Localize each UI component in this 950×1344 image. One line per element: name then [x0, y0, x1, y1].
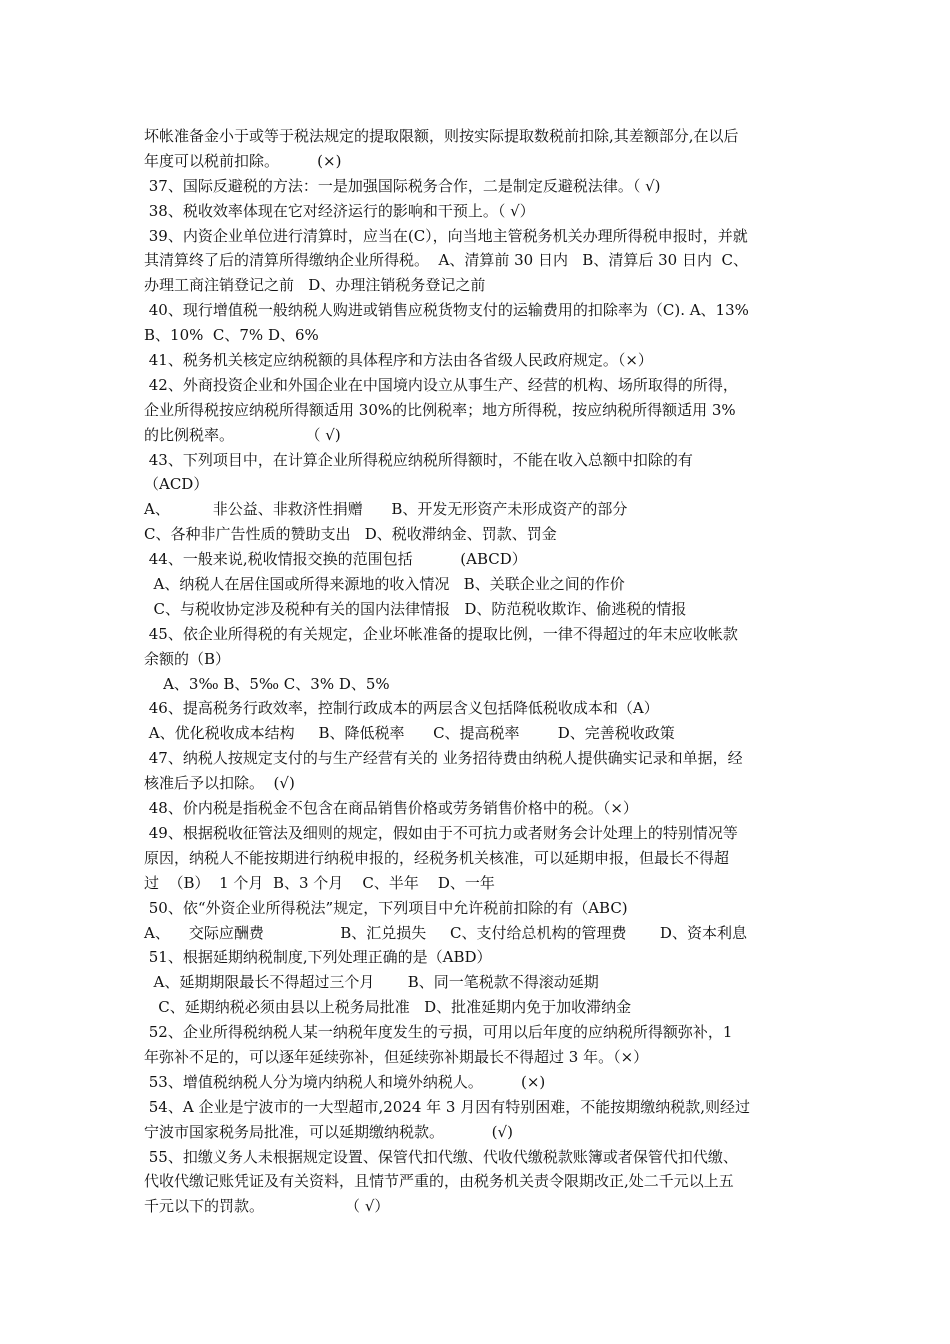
text-line: 51、根据延期纳税制度,下列处理正确的是（ABD）	[144, 948, 492, 967]
text-line: 47、纳税人按规定支付的与生产经营有关的 业务招待费由纳税人提供确实记录和单据，经	[144, 749, 743, 768]
text-line: A、3‰ B、5‰ C、3% D、5%	[144, 674, 390, 693]
text-line: A、优化税收成本结构 B、降低税率 C、提高税率 D、完善税收政策	[144, 724, 675, 743]
text-line: 55、扣缴义务人未根据规定设置、保管代扣代缴、代收代缴税款账簿或者保管代扣代缴、	[144, 1147, 738, 1166]
text-line: 53、增值税纳税人分为境内纳税人和境外纳税人。 (×)	[144, 1072, 546, 1091]
text-line: 核准后予以扣除。 (√)	[144, 774, 295, 793]
text-line: 40、现行增值税一般纳税人购进或销售应税货物支付的运输费用的扣除率为（C). A、13%	[144, 301, 749, 320]
text-line: A、 交际应酬费 B、汇兑损失 C、支付给总机构的管理费 D、资本利息	[144, 923, 747, 942]
text-line: 原因，纳税人不能按期进行纳税申报的，经税务机关核准，可以延期申报，但最长不得超	[144, 848, 730, 867]
text-line: A、 非公益、非救济性捐赠 B、开发无形资产未形成资产的部分	[144, 500, 628, 519]
text-line: 千元以下的罚款。 （ √）	[144, 1197, 390, 1216]
text-line: 48、价内税是指税金不包含在商品销售价格或劳务销售价格中的税。（×）	[144, 799, 638, 818]
text-line: 坏帐准备金小于或等于税法规定的提取限额，则按实际提取数税前扣除,其差额部分,在以后	[144, 127, 739, 145]
text-line: 年度可以税前扣除。 (×)	[144, 151, 342, 170]
text-line: A、延期期限最长不得超过三个月 B、同一笔税款不得滚动延期	[144, 973, 599, 992]
text-line: C、与税收协定涉及税种有关的国内法律情报 D、防范税收欺诈、偷逃税的情报	[144, 599, 687, 618]
text-line: 54、A 企业是宁波市的一大型超市,2024 年 3 月因有特别困难，不能按期缴纳税款,则经过	[144, 1097, 751, 1116]
text-line: 宁波市国家税务局批准，可以延期缴纳税款。 (√)	[144, 1122, 513, 1141]
text-line: 46、提高税务行政效率，控制行政成本的两层含义包括降低税收成本和（A）	[144, 699, 659, 718]
text-line: 过 （B） 1 个月 B、3 个月 C、半年 D、一年	[144, 873, 495, 892]
text-line: 其清算终了后的清算所得缴纳企业所得税。 A、清算前 30 日内 B、清算后 30 日内 C、	[144, 251, 748, 270]
text-line: 49、根据税收征管法及细则的规定，假如由于不可抗力或者财务会计处理上的特别情况等	[144, 823, 738, 842]
text-line: 37、国际反避税的方法：一是加强国际税务合作，二是制定反避税法律。（ √)	[144, 176, 661, 195]
text-line: 余额的（B）	[144, 649, 231, 668]
text-line: 44、一般来说,税收情报交换的范围包括 (ABCD）	[144, 550, 527, 569]
text-line: 43、下列项目中，在计算企业所得税应纳税所得额时，不能在收入总额中扣除的有	[144, 450, 693, 469]
text-line: 企业所得税按应纳税所得额适用 30%的比例税率；地方所得税，按应纳税所得额适用 3%	[144, 400, 736, 419]
text-line: （ACD）	[144, 475, 209, 494]
text-line: C、延期纳税必须由县以上税务局批准 D、批准延期内免于加收滞纳金	[144, 998, 632, 1017]
text-line: 50、依“外资企业所得税法”规定，下列项目中允许税前扣除的有（ABC)	[144, 898, 628, 917]
text-line: 45、依企业所得税的有关规定，企业坏帐准备的提取比例，一律不得超过的年末应收帐款	[144, 624, 738, 643]
text-line: 42、外商投资企业和外国企业在中国境内设立从事生产、经营的机构、场所取得的所得，	[144, 375, 738, 394]
text-line: 年弥补不足的，可以逐年延续弥补，但延续弥补期最长不得超过 3 年。（×）	[144, 1047, 649, 1066]
text-line: 38、税收效率体现在它对经济运行的影响和干预上。（ √）	[144, 201, 535, 220]
text-line: 41、税务机关核定应纳税额的具体程序和方法由各省级人民政府规定。（×）	[144, 351, 653, 370]
document-body	[144, 124, 808, 1219]
text-line: 的比例税率。 （ √)	[144, 425, 341, 444]
text-line: 52、企业所得税纳税人某一纳税年度发生的亏损，可用以后年度的应纳税所得额弥补，1	[144, 1023, 733, 1042]
text-line: C、各种非广告性质的赞助支出 D、税收滞纳金、罚款、罚金	[144, 525, 557, 544]
text-line: 办理工商注销登记之前 D、办理注销税务登记之前	[144, 276, 486, 295]
text-line: 39、内资企业单位进行清算时，应当在(C），向当地主管税务机关办理所得税申报时，并就	[144, 226, 748, 245]
text-line: A、纳税人在居住国或所得来源地的收入情况 B、关联企业之间的作价	[144, 575, 625, 594]
text-line: B、10% C、7% D、6%	[144, 326, 319, 345]
text-line: 代收代缴记账凭证及有关资料，且情节严重的，由税务机关责令限期改正,处二千元以上五	[144, 1172, 734, 1191]
